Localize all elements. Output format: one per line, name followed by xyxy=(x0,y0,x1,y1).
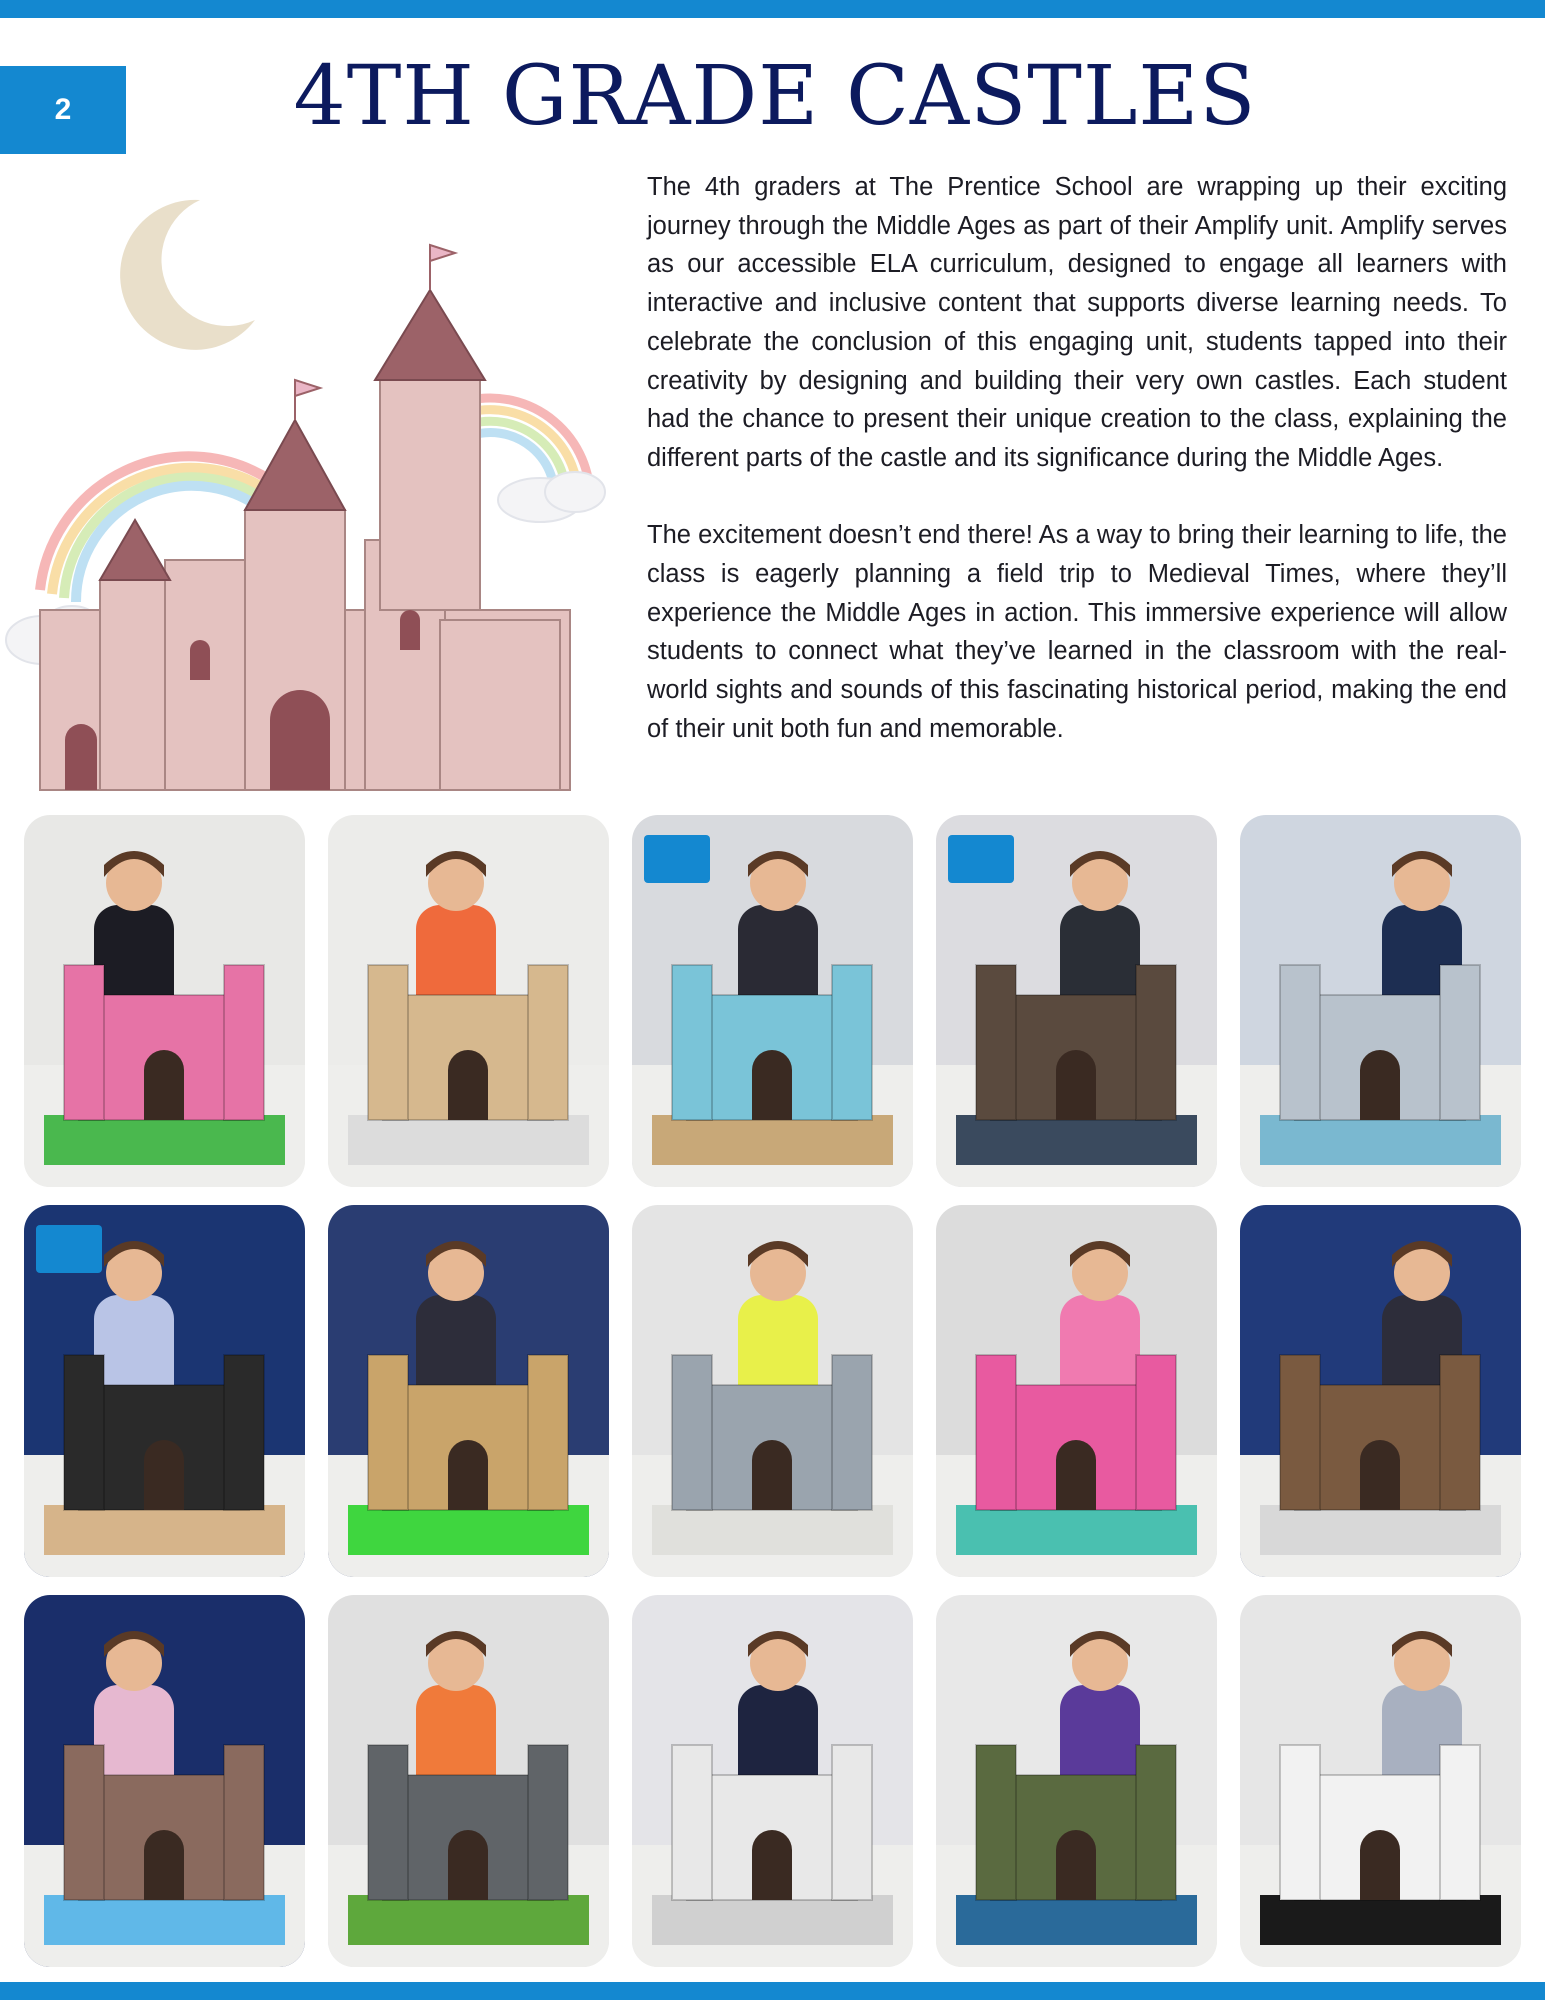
castle-gate xyxy=(752,1440,792,1510)
student-castle-photo xyxy=(24,815,305,1187)
eagles-sign xyxy=(644,835,710,883)
student-castle-photo xyxy=(936,1205,1217,1577)
castle-tower-left xyxy=(64,1745,104,1900)
castle-tower-left xyxy=(368,965,408,1120)
student-castle-photo xyxy=(328,1595,609,1967)
castle-gate xyxy=(752,1050,792,1120)
castle-base xyxy=(956,1895,1197,1945)
castle-gate xyxy=(144,1440,184,1510)
castle-photo xyxy=(1240,1205,1521,1577)
castle-photo xyxy=(632,1205,913,1577)
castle-tower-right xyxy=(528,1745,568,1900)
castle-tower-right xyxy=(832,965,872,1120)
castle-base xyxy=(956,1505,1197,1555)
castle-photo xyxy=(24,815,305,1187)
castle-tower-right xyxy=(1440,965,1480,1120)
page-title: 4TH GRADE CASTLES xyxy=(293,49,1257,144)
castle-base xyxy=(44,1115,285,1165)
castle-photo xyxy=(1240,1595,1521,1967)
castle-base xyxy=(348,1895,589,1945)
castle-tower-right xyxy=(528,965,568,1120)
castle-tower-left xyxy=(976,1355,1016,1510)
castle-tower-left xyxy=(672,1745,712,1900)
article-paragraph-1: The 4th graders at The Prentice School are wrapping up their exciting journey through the Middle Ages as part of their Amplify unit. Amplify serves as our accessible ELA curriculum, designed to engage all learners with interactive and inclusive content that supports diverse learning needs. To celebrate the conclusion of this engaging unit, students tapped into their creativity by designing and building their very own castles. Each student had the chance to present their unique creation to the class, explaining the different parts of the castle and its significance during the Middle Ages. xyxy=(647,173,1507,472)
castle-tower-left xyxy=(64,965,104,1120)
castle-tower-left xyxy=(1280,1355,1320,1510)
castle-photo xyxy=(24,1205,305,1577)
eagles-sign xyxy=(948,835,1014,883)
castle-gate xyxy=(1360,1050,1400,1120)
castle-base xyxy=(44,1505,285,1555)
crescent-moon xyxy=(120,200,255,350)
page-number: 2 xyxy=(54,93,72,126)
castle-base xyxy=(652,1505,893,1555)
student-castle-photo xyxy=(936,1595,1217,1967)
castle-base xyxy=(44,1895,285,1945)
castle-photo xyxy=(328,1205,609,1577)
castle-gate xyxy=(1056,1830,1096,1900)
castle-photo xyxy=(936,815,1217,1187)
student-castle-photo xyxy=(24,1205,305,1577)
castle-tower-left xyxy=(368,1745,408,1900)
castle-tower-right xyxy=(1136,1745,1176,1900)
castle-photo xyxy=(1240,815,1521,1187)
castle-tower-left xyxy=(64,1355,104,1510)
castle-gate xyxy=(448,1830,488,1900)
castle-tower-left xyxy=(1280,1745,1320,1900)
castle-photo xyxy=(328,815,609,1187)
castle-base xyxy=(1260,1115,1501,1165)
student-castle-photo xyxy=(1240,1595,1521,1967)
castle-tower-right xyxy=(528,1355,568,1510)
castle-gate xyxy=(752,1830,792,1900)
castle-photo xyxy=(632,815,913,1187)
castle-tower-left xyxy=(976,965,1016,1120)
castle-illustration xyxy=(0,180,620,800)
castle-base xyxy=(1260,1505,1501,1555)
castle-gate xyxy=(1056,1440,1096,1510)
castle-base xyxy=(652,1895,893,1945)
castle-tower-right xyxy=(1136,1355,1176,1510)
castle-tower-right xyxy=(224,1745,264,1900)
student-castle-photo xyxy=(24,1595,305,1967)
castle-tower-right xyxy=(224,965,264,1120)
castle-gate xyxy=(1360,1830,1400,1900)
castle-base xyxy=(348,1115,589,1165)
student-castle-photo xyxy=(328,1205,609,1577)
castle-base xyxy=(1260,1895,1501,1945)
castle-base xyxy=(348,1505,589,1555)
eagles-sign xyxy=(36,1225,102,1273)
castle-base xyxy=(652,1115,893,1165)
castle-gate xyxy=(448,1050,488,1120)
castle-tower-right xyxy=(832,1355,872,1510)
castle-tower-right xyxy=(1440,1355,1480,1510)
student-castle-photo xyxy=(1240,1205,1521,1577)
castle-photo xyxy=(24,1595,305,1967)
page-number-badge xyxy=(0,66,126,154)
castle-tower-right xyxy=(1136,965,1176,1120)
castle-tower-right xyxy=(1440,1745,1480,1900)
castle-gate xyxy=(448,1440,488,1510)
student-castle-photo xyxy=(632,1595,913,1967)
student-castle-photo xyxy=(632,1205,913,1577)
castle-gate xyxy=(144,1830,184,1900)
student-castle-photo xyxy=(1240,815,1521,1187)
castle-base xyxy=(956,1115,1197,1165)
castle-tower-left xyxy=(976,1745,1016,1900)
student-castle-photo xyxy=(328,815,609,1187)
castle-illustration-svg xyxy=(0,180,620,800)
article-paragraph-2: The excitement doesn’t end there! As a way to bring their learning to life, the class is eagerly planning a field trip to Medieval Times, where they’ll experience the Middle Ages in action. This immersive experience will allow students to connect what they’ve learned in the classroom with the real-world sights and sounds of this fascinating historical period, making the end of their unit both fun and memorable. xyxy=(647,521,1507,743)
castle-tower-left xyxy=(1280,965,1320,1120)
article-text xyxy=(647,168,1507,787)
castle-photo xyxy=(936,1595,1217,1967)
castle-tower-right xyxy=(832,1745,872,1900)
castle-tower-left xyxy=(672,965,712,1120)
castle-photo-grid xyxy=(24,815,1521,1967)
bottom-accent-bar xyxy=(0,1982,1545,2000)
castle-photo xyxy=(328,1595,609,1967)
top-accent-bar xyxy=(0,0,1545,18)
castle-tower-right xyxy=(224,1355,264,1510)
castle-photo xyxy=(632,1595,913,1967)
castle-photo xyxy=(936,1205,1217,1577)
castle-tower-left xyxy=(368,1355,408,1510)
castle-gate xyxy=(144,1050,184,1120)
castle-gate xyxy=(1056,1050,1096,1120)
student-castle-photo xyxy=(632,815,913,1187)
castle-gate xyxy=(1360,1440,1400,1510)
student-castle-photo xyxy=(936,815,1217,1187)
castle-tower-left xyxy=(672,1355,712,1510)
